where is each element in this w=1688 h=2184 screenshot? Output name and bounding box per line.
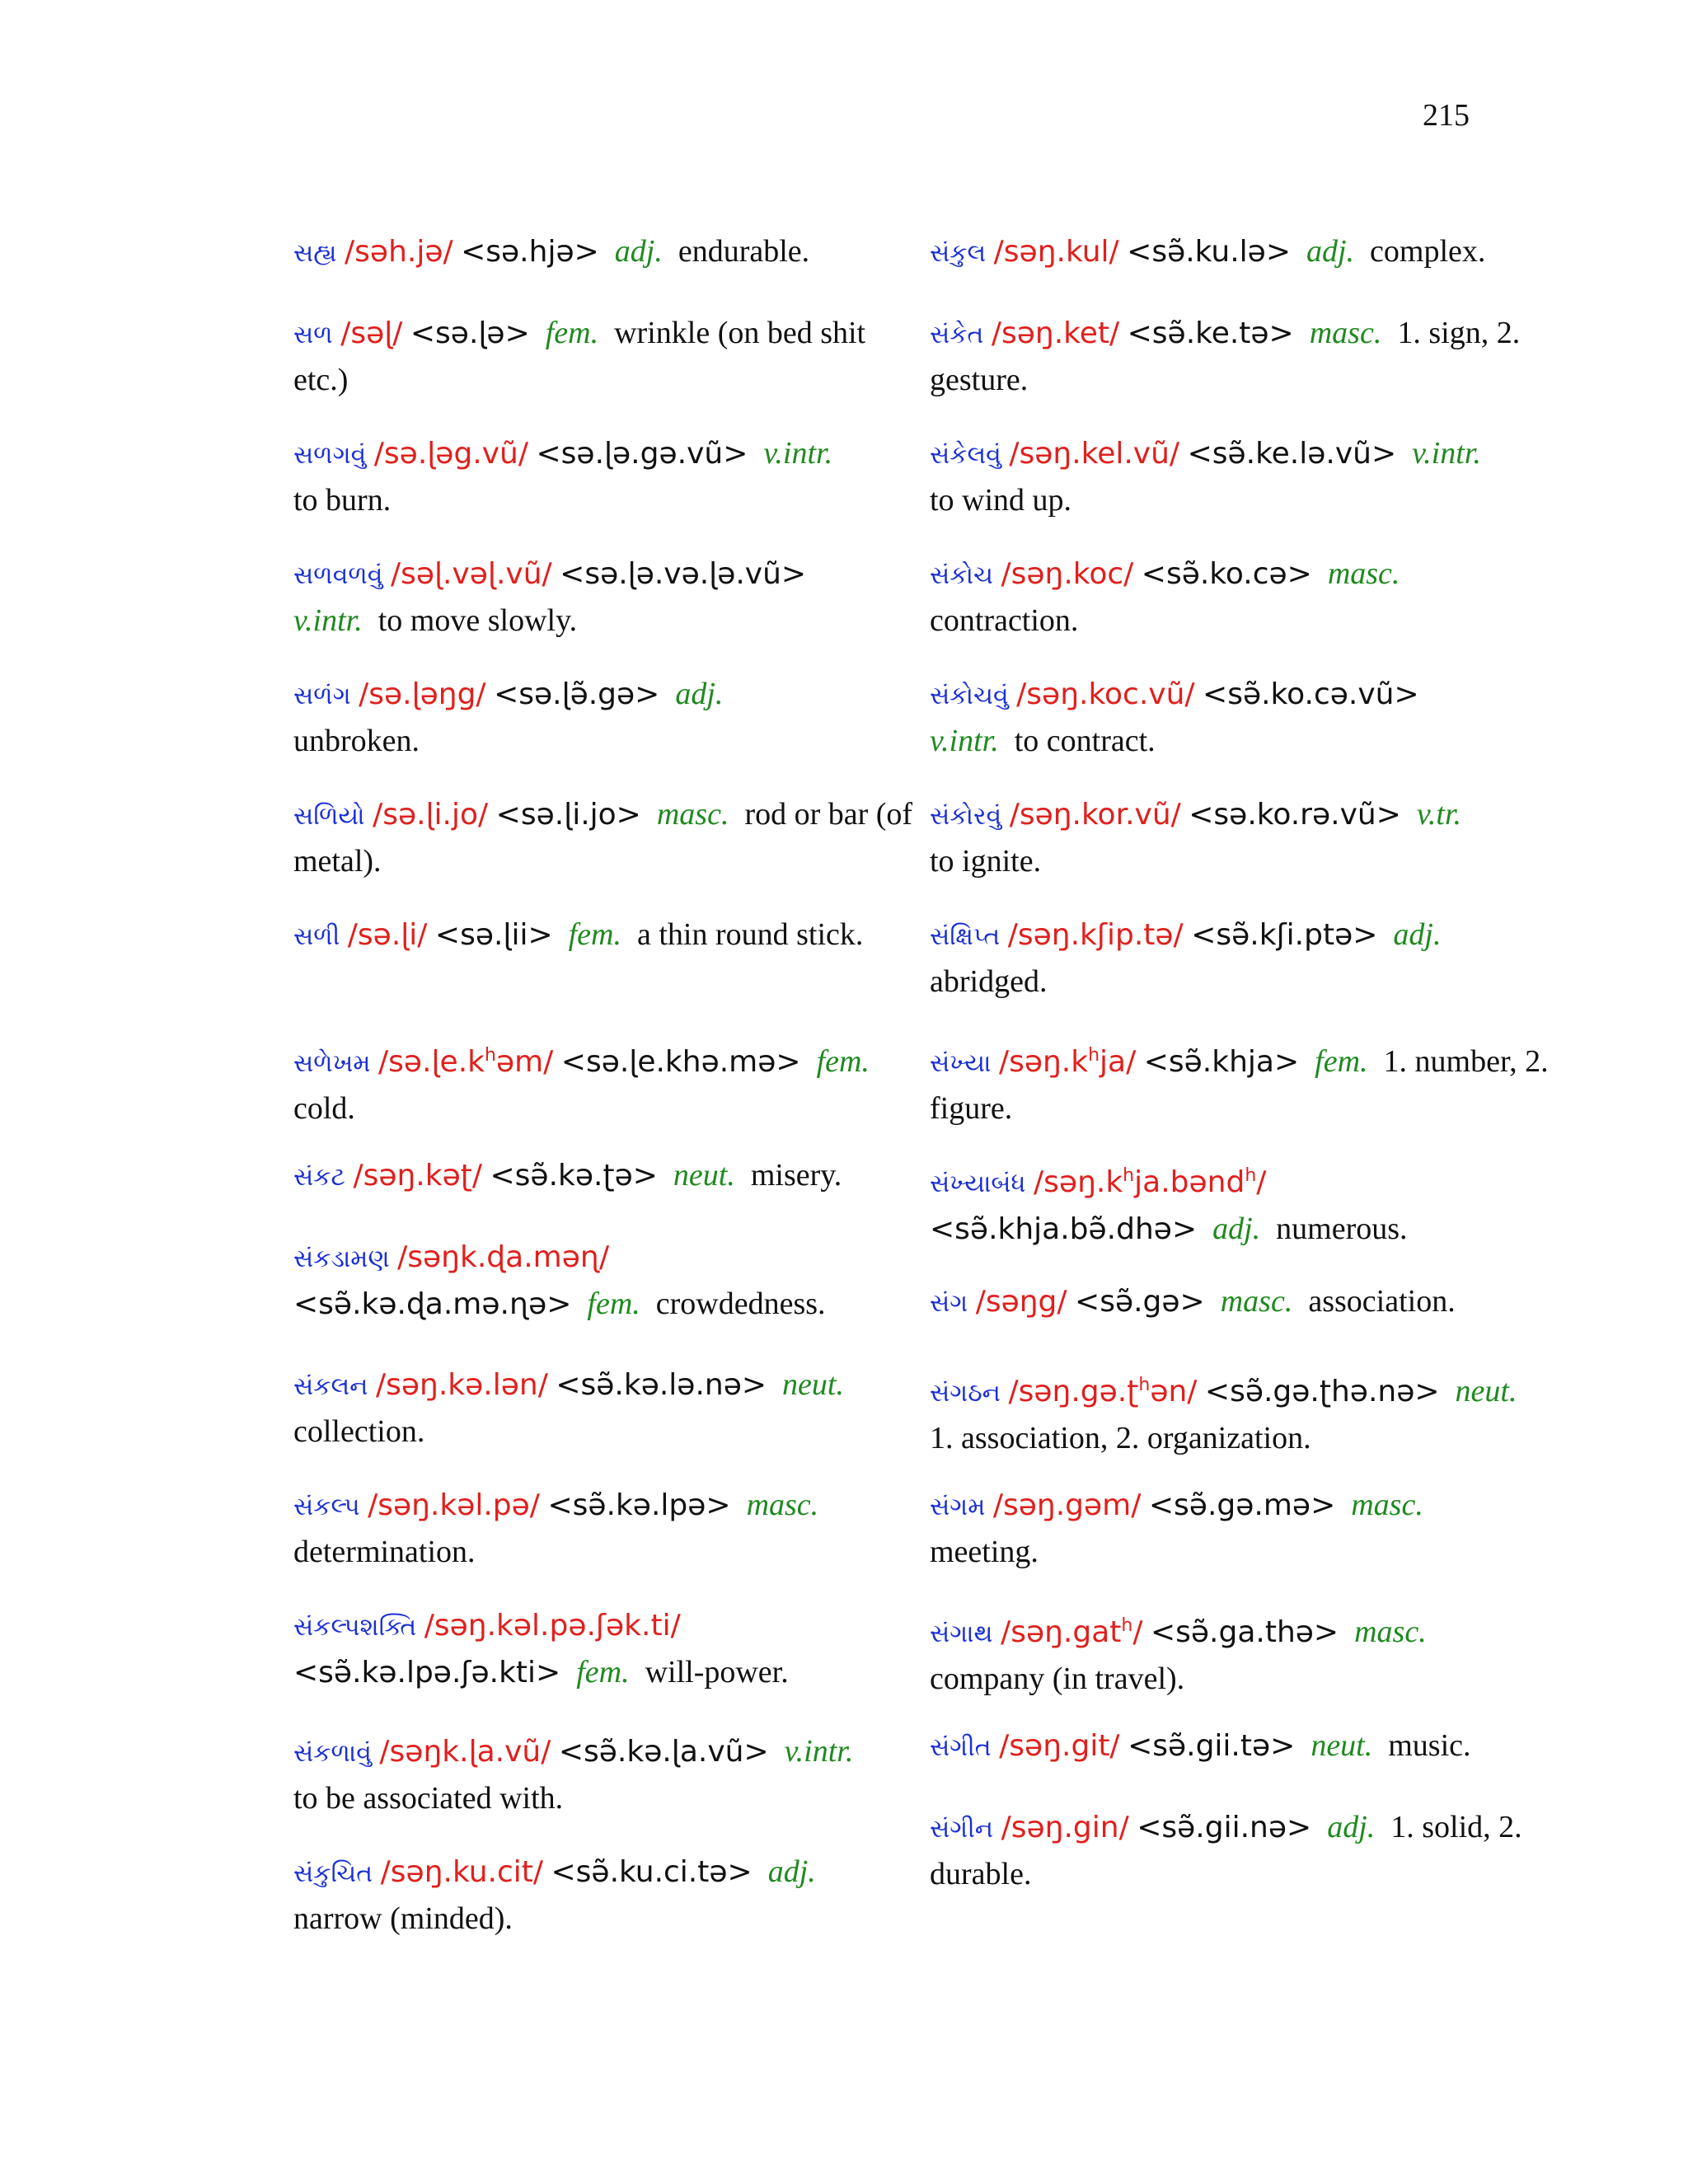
dictionary-entry [293,1729,920,1821]
transliteration: <sə̃.ke.tə> [1127,316,1294,350]
definition: complex. [1370,234,1486,269]
ipa-pronunciation: /səŋ.git/ [999,1729,1120,1763]
ipa-pronunciation: /səh.jə/ [345,235,453,269]
definition: a thin round stick. [637,917,864,952]
part-of-speech: masc. [1327,556,1400,591]
part-of-speech: adj. [1327,1810,1376,1844]
ipa-pronunciation: /səŋ.kəʈ/ [353,1159,482,1193]
definition: to move slowly. [377,603,578,638]
ipa-pronunciation: /səŋ.gə.ʈ$^h$ən/ [1008,1375,1198,1408]
part-of-speech: masc. [746,1488,819,1522]
ipa-pronunciation: $/səŋ.k^hja/$ [998,1045,1137,1079]
dictionary-entry [930,551,1556,644]
definition: company (in travel). [930,1661,1185,1696]
transliteration: <sə̃.ko.cə.vũ> [1203,677,1419,711]
dictionary-entry [930,1153,1556,1252]
transliteration: <sə.ɭə.gə.vũ> [536,437,748,471]
definition: will-power. [645,1655,789,1690]
definition: association. [1308,1284,1456,1319]
dictionary-entry [293,912,920,959]
dictionary-entry [293,1235,920,1327]
dictionary-entry [930,1362,1556,1461]
dictionary-entry [930,1279,1556,1326]
ipa-pronunciation: /sə.ɭəg.vũ/ [373,437,528,471]
headword-gujarati: સળવળવું [293,561,383,590]
ipa-pronunciation: $/səŋ.k^hja.bənd^h/$ [1034,1165,1267,1199]
ipa-pronunciation: /səŋ.kəl.pə.ʃək.ti/ [424,1609,681,1643]
definition: collection. [293,1414,425,1449]
ipa-pronunciation: /səŋ.kul/ [993,235,1119,269]
headword-gujarati: સંગીત [930,1733,992,1762]
ipa-pronunciation: /səŋ.kəl.pə/ [368,1488,540,1522]
headword-gujarati: સળગવું [293,441,367,470]
definition: to ignite. [930,844,1042,879]
definition: contraction. [930,603,1079,638]
dictionary-entry [293,1483,920,1575]
transliteration: <sə̃.kʃi.ptə> [1191,918,1378,952]
part-of-speech: neut. [673,1158,735,1193]
part-of-speech: masc. [1309,316,1382,350]
dictionary-entry [930,1033,1556,1132]
dictionary-entry [930,1805,1556,1897]
transliteration: <sə̃.gə> [1075,1285,1205,1319]
transliteration: <sə̃.gə.ʈhə.nə> [1204,1375,1440,1408]
headword-gujarati: સંગ [930,1289,968,1318]
headword-gujarati: સંક્ષિપ્ત [930,922,1001,951]
ipa-pronunciation: /səŋ.kor.vũ/ [1009,798,1181,832]
transliteration: <sə.ɭə> [410,316,530,350]
headword-gujarati: સળંગ [293,682,351,710]
transliteration: <sə̃.ke.lə.vũ> [1187,437,1397,471]
headword-gujarati: સળેખમ [293,1049,371,1078]
part-of-speech: fem. [1315,1044,1368,1079]
definition: misery. [750,1158,842,1193]
transliteration: <sə.hjə> [461,235,599,269]
part-of-speech: fem. [576,1655,630,1690]
part-of-speech: fem. [545,316,599,350]
ipa-pronunciation: /səŋ.gəm/ [992,1488,1142,1522]
part-of-speech: adj. [1306,234,1355,269]
headword-gujarati: સંકળાવું [293,1739,372,1768]
part-of-speech: masc. [1351,1488,1423,1522]
ipa-pronunciation: /sə.ɭi.jo/ [373,798,489,832]
dictionary-entry [293,1153,920,1200]
part-of-speech: fem. [816,1044,870,1079]
dictionary-entry [293,672,920,764]
dictionary-entry [293,431,920,523]
part-of-speech: fem. [587,1286,640,1321]
transliteration: <sə̃.kə.ɭa.vũ> [558,1735,769,1769]
dictionary-entry [930,672,1556,764]
definition: to wind up. [930,483,1072,518]
headword-gujarati: સંકુચિત [293,1859,373,1888]
headword-gujarati: સળ [293,321,333,349]
dictionary-entry [293,551,920,644]
transliteration: <sə̃.kə.ɖa.mə.ɳə> [293,1287,572,1321]
transliteration: <sə.ko.rə.vũ> [1189,798,1401,832]
definition: to burn. [293,483,392,518]
definition: meeting. [930,1535,1039,1569]
transliteration: <sə̃.ko.cə> [1141,557,1312,591]
definition: 1. association, 2. organization. [930,1421,1311,1455]
transliteration: <sə̃.ku.lə> [1127,235,1291,269]
headword-gujarati: સંકલ્પશક્તિ [293,1613,417,1642]
definition: 1. sign, 2. gesture. [930,316,1521,397]
dictionary-entry [293,229,920,276]
transliteration: <sə̃.gə.mə> [1148,1488,1336,1522]
page-number: 215 [1423,98,1470,133]
part-of-speech: masc. [656,797,729,832]
dictionary-entry [293,792,920,884]
headword-gujarati: સંકોરવું [930,802,1002,831]
ipa-pronunciation: /sə.ɭi/ [347,918,428,952]
definition: cold. [293,1091,355,1126]
definition: abridged. [930,964,1048,999]
headword-gujarati: સંકડામણ [293,1244,390,1273]
definition: music. [1388,1728,1471,1763]
headword-gujarati: સંકોચવું [930,682,1009,710]
headword-gujarati: સંકોચ [930,561,993,590]
transliteration: <sə̃.kə.lpə.ʃə.kti> [293,1656,561,1690]
transliteration: <sə̃.kə.lpə> [547,1488,731,1522]
dictionary-entry [293,1033,920,1132]
headword-gujarati: સંખ્યાબંધ [930,1169,1026,1198]
headword-gujarati: સંકટ [293,1163,345,1192]
dictionary-entry [293,1849,920,1942]
transliteration: <sə̃.gii.nə> [1137,1811,1312,1844]
ipa-pronunciation: $/sə.ɭe.k^həm/$ [378,1045,554,1079]
definition: 1. solid, 2. durable. [930,1810,1522,1891]
headword-gujarati: સંકલન [293,1372,368,1401]
ipa-pronunciation: /səŋ.kə.lən/ [376,1368,548,1402]
headword-gujarati: સંકુલ [930,239,987,268]
part-of-speech: adj. [1393,917,1442,952]
ipa-pronunciation: /səŋ.ku.cit/ [380,1855,543,1889]
headword-gujarati: સહ્ય [293,239,337,268]
transliteration: <sə.ɭii> [434,918,553,952]
definition: narrow (minded). [293,1901,513,1936]
definition: crowdedness. [655,1286,826,1321]
dictionary-entry [930,912,1556,1005]
transliteration: <sə̃.kə.ʈə> [490,1159,658,1193]
definition: to contract. [1014,724,1156,758]
part-of-speech: v.intr. [784,1734,854,1769]
definition: endurable. [678,234,810,269]
transliteration: <sə̃.khja.bə̃.dhə> [930,1212,1198,1246]
transliteration: <sə̃.gii.tə> [1128,1729,1296,1763]
definition: determination. [293,1535,476,1569]
dictionary-entry [930,311,1556,403]
ipa-pronunciation: /səŋk.ɭa.vũ/ [379,1735,551,1769]
ipa-pronunciation: /səŋ.koc/ [1001,557,1134,591]
transliteration: <sə.ɭe.khə.mə> [560,1045,801,1079]
dictionary-entry [930,431,1556,523]
ipa-pronunciation: /səŋ.kel.vũ/ [1009,437,1180,471]
part-of-speech: neut. [1311,1728,1373,1763]
headword-gujarati: સંકેત [930,321,984,349]
headword-gujarati: સળિયો [293,802,365,831]
ipa-pronunciation: /sə.ɭəŋg/ [359,677,486,711]
headword-gujarati: સંગીન [930,1815,994,1844]
definition: 1. number, 2. figure. [930,1044,1549,1126]
definition: numerous. [1276,1212,1408,1246]
transliteration: <sə.ɭə̃.gə> [494,677,660,711]
transliteration: <sə̃.kə.lə.nə> [556,1368,767,1402]
part-of-speech: adj. [1212,1212,1261,1246]
part-of-speech: adj. [767,1854,816,1889]
dictionary-entry [930,792,1556,884]
ipa-pronunciation: /səɭ.vəɭ.vũ/ [390,557,552,591]
dictionary-entry [930,229,1556,276]
ipa-pronunciation: /səŋ.koc.vũ/ [1016,677,1195,711]
headword-gujarati: સળી [293,922,340,951]
transliteration: <sə.ɭi.jo> [495,798,641,832]
definition: to be associated with. [293,1781,564,1816]
headword-gujarati: સંખ્યા [930,1049,992,1078]
dictionary-entry [293,1362,920,1455]
ipa-pronunciation: /səɭ/ [340,316,403,350]
part-of-speech: masc. [1354,1615,1427,1649]
ipa-pronunciation: /səŋ.gat$^h$/ [1001,1615,1143,1649]
headword-gujarati: સંકલ્પ [293,1493,360,1521]
part-of-speech: v.intr. [1412,436,1481,471]
definition: rod or bar (of metal). [293,797,913,879]
transliteration: <sə.ɭə.və.ɭə.vũ> [560,557,807,591]
definition: wrinkle (on bed shit etc.) [293,316,866,397]
ipa-pronunciation: /səŋg/ [975,1285,1067,1319]
transliteration: <sə̃.ku.ci.tə> [551,1855,753,1889]
transliteration: <sə̃.ga.thə> [1150,1615,1339,1649]
part-of-speech: fem. [568,917,621,952]
part-of-speech: v.tr. [1416,797,1462,832]
part-of-speech: masc. [1220,1284,1293,1319]
dictionary-entry [293,1603,920,1695]
dictionary-entry [930,1603,1556,1702]
dictionary-entry [293,311,920,403]
ipa-pronunciation: /səŋk.ɖa.məɳ/ [397,1240,610,1274]
part-of-speech: adj. [675,677,724,711]
part-of-speech: adj. [614,234,663,269]
dictionary-entry [930,1723,1556,1770]
part-of-speech: v.intr. [930,724,999,758]
headword-gujarati: સંગાથ [930,1619,993,1648]
headword-gujarati: સંગમ [930,1493,986,1521]
ipa-pronunciation: /səŋ.ket/ [991,316,1120,350]
transliteration: <sə̃.khja> [1143,1045,1300,1079]
headword-gujarati: સંગઠન [930,1379,1001,1408]
ipa-pronunciation: /səŋ.gin/ [1001,1811,1129,1844]
dictionary-entry [930,1483,1556,1575]
headword-gujarati: સંકેલવું [930,441,1001,470]
part-of-speech: neut. [1455,1374,1517,1408]
ipa-pronunciation: /səŋ.kʃip.tə/ [1007,918,1184,952]
part-of-speech: v.intr. [763,436,833,471]
definition: unbroken. [293,724,420,758]
part-of-speech: v.intr. [293,603,363,638]
part-of-speech: neut. [782,1367,844,1402]
